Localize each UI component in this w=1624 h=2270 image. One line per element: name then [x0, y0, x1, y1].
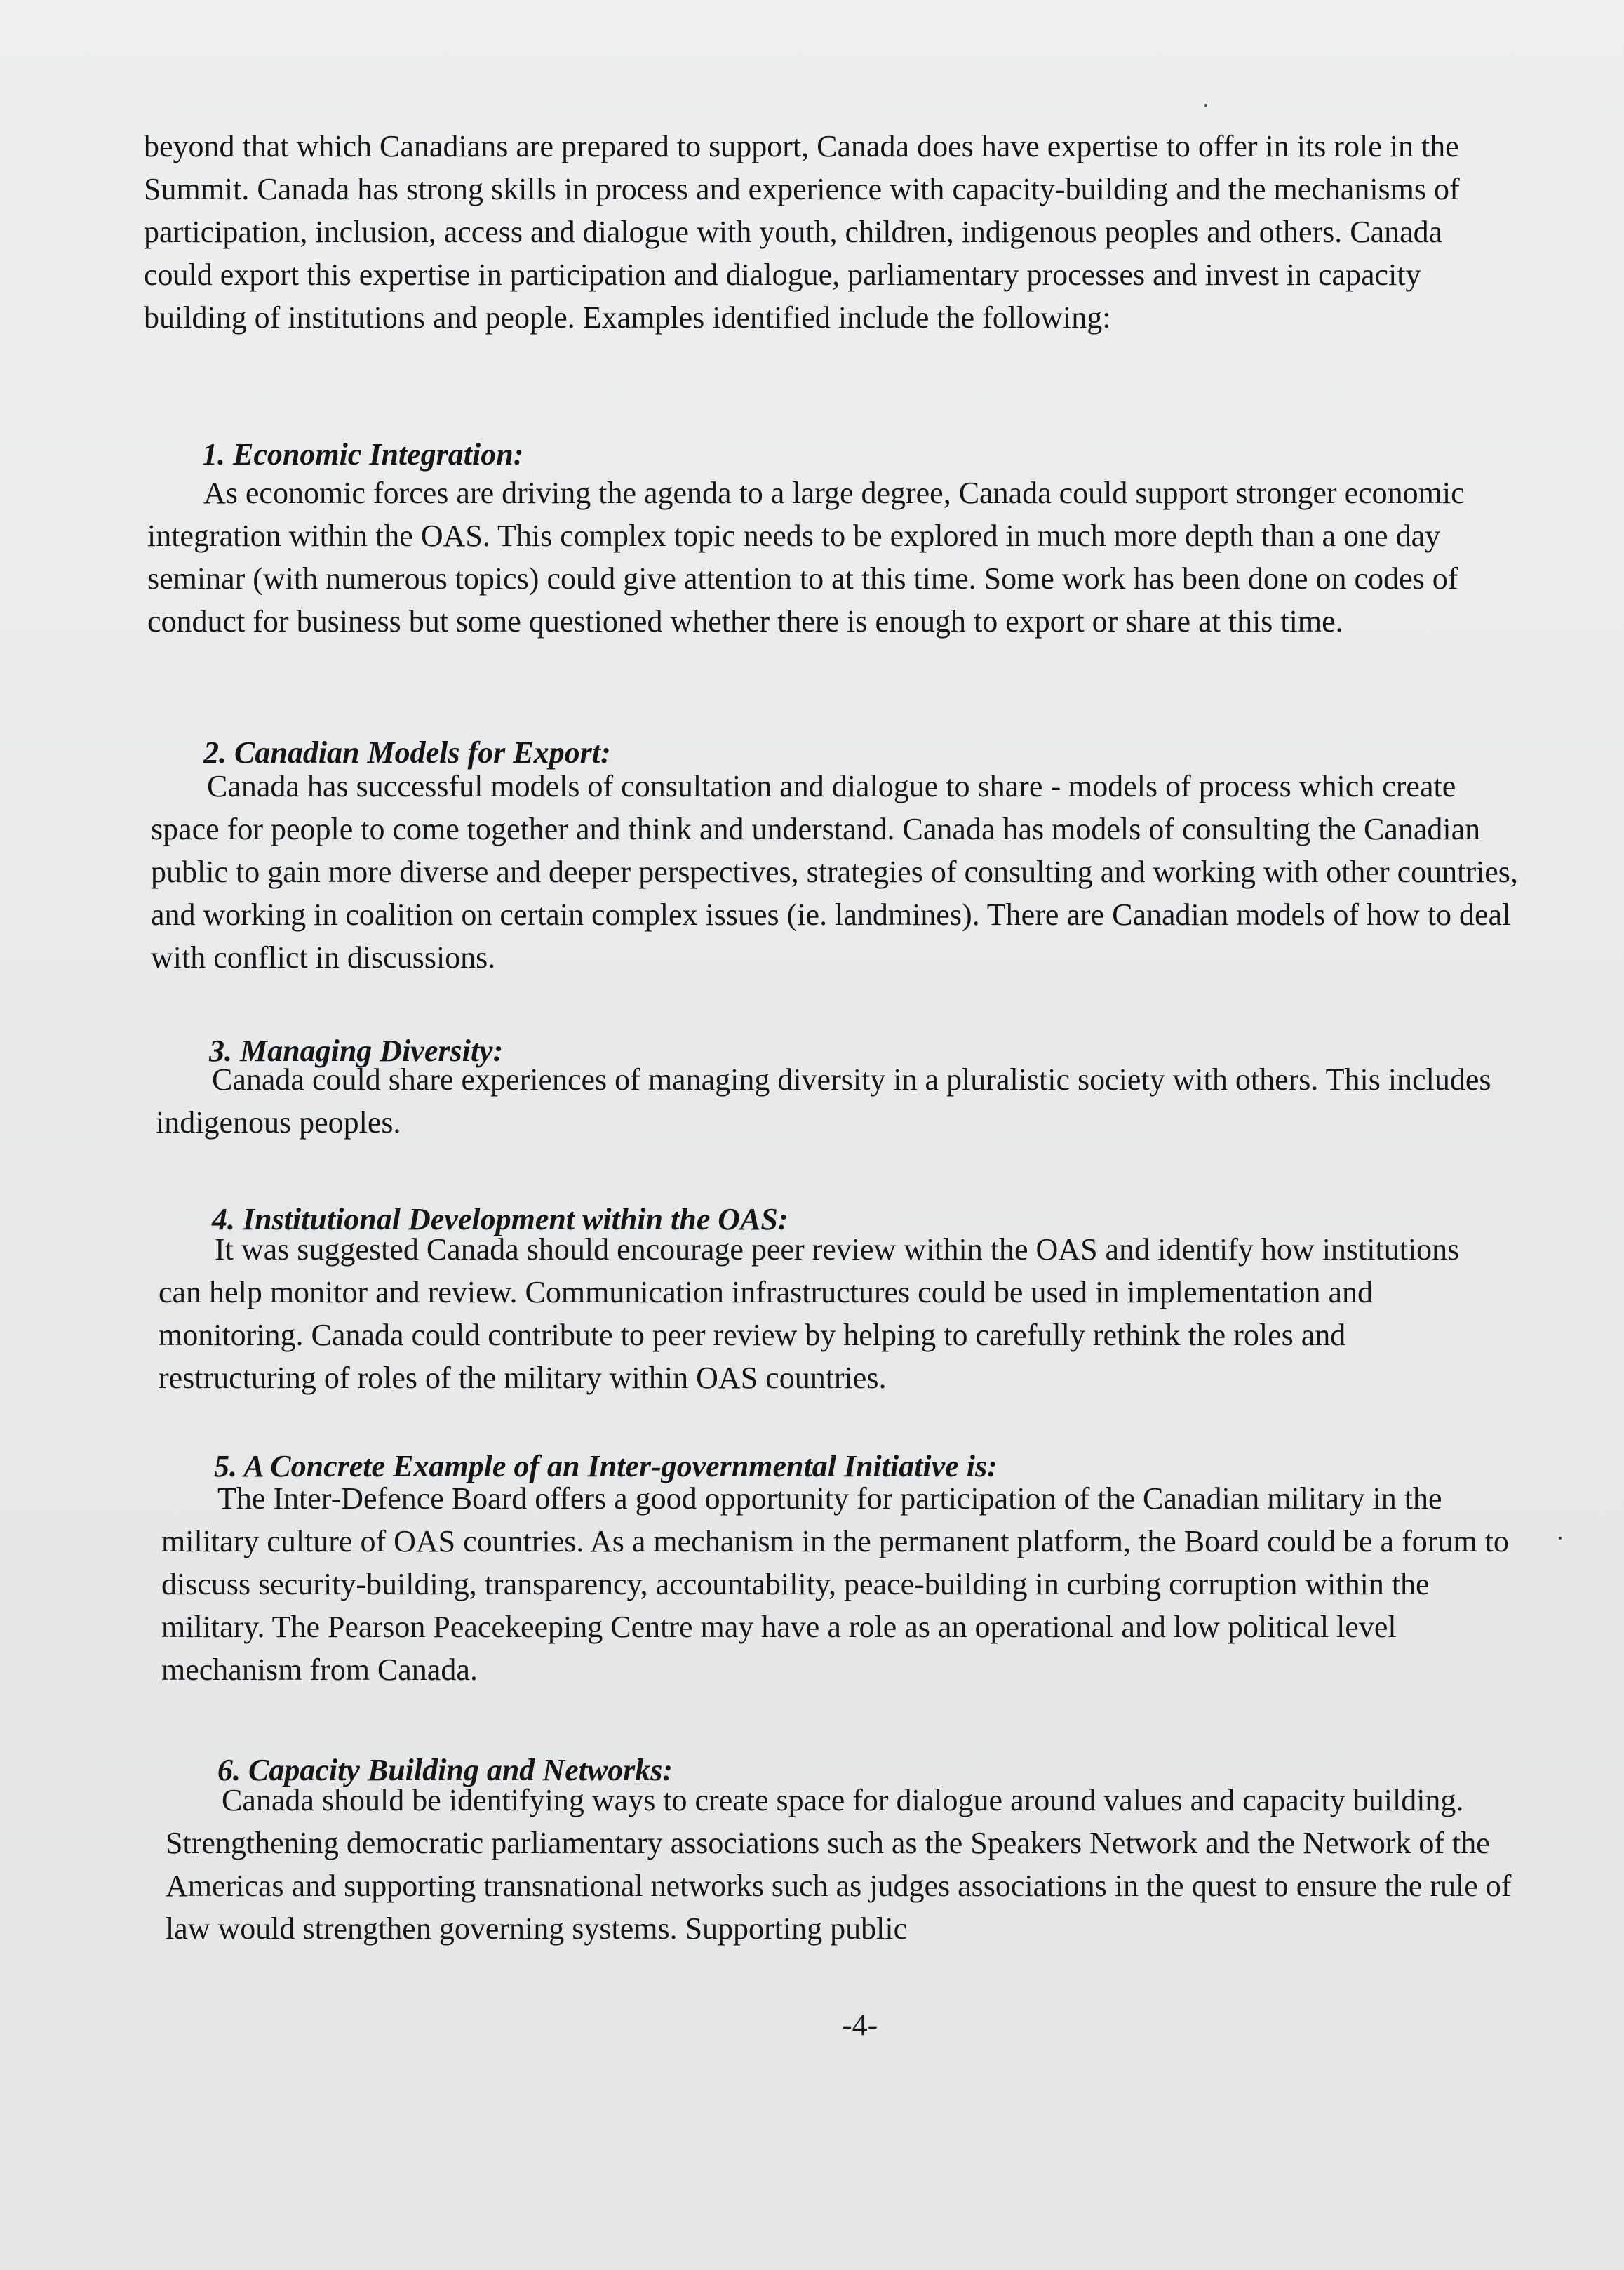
- section-3-body: Canada could share experiences of managing diversity in a pluralistic society with others. This includes indigenous peoples.: [156, 1062, 1491, 1140]
- section-5-body: The Inter-Defence Board offers a good opportunity for participation of the Canadian military in the military culture of OAS countries. As a mechanism in the permanent platform, the Board could be a forum to discuss security-building, transparency, accountability, peace-building in curbing corruption within the military. The Pearson Peacekeeping Centre may have a role as an operational and low political level mechanism from Canada.: [161, 1481, 1509, 1687]
- page-number: -4-: [842, 2008, 878, 2042]
- section-6-heading: 6. Capacity Building and Networks:: [217, 1753, 673, 1787]
- scan-speck: [1559, 1537, 1562, 1540]
- scan-speck: [1204, 104, 1207, 107]
- section-4-heading: 4. Institutional Development within the OAS:: [212, 1202, 788, 1236]
- section-1-body: As economic forces are driving the agenda to a large degree, Canada could support stronger economic integration within the OAS. This complex topic needs to be explored in much more depth than a one day seminar (with numerous topics) could give attention to at this time. Some work has been done on codes of conduct for business but some questioned whether there is enough to export or share at this time.: [147, 476, 1465, 639]
- section-2-body: Canada has successful models of consultation and dialogue to share - models of process which create space for people to come together and think and understand. Canada has models of consulting the Canadian public to gain more diverse and deeper perspectives, strategies of consulting and working with other countries, and working in coalition on certain complex issues (ie. landmines). There are Canadian models of how to deal with conflict in discussions.: [151, 769, 1518, 975]
- section-2-heading: 2. Canadian Models for Export:: [203, 735, 611, 770]
- section-4-body: It was suggested Canada should encourage peer review within the OAS and identify how institutions can help monitor and review. Communication infrastructures could be used in implementation and monitoring. Canada could contribute to peer review by helping to carefully rethink the roles and restructuring of roles of the military within OAS countries.: [159, 1232, 1460, 1395]
- section-3-heading: 3. Managing Diversity:: [209, 1034, 504, 1068]
- section-5-heading: 5. A Concrete Example of an Inter-governmental Initiative is:: [214, 1449, 998, 1483]
- intro-paragraph: beyond that which Canadians are prepared to support, Canada does have expertise to offer in its role in the Summit. Canada has strong skills in process and experience with capacity-building and the mechanisms of participation, inclusion, access and dialogue with youth, children, indigenous peoples and others. Canada could export this expertise in participation and dialogue, parliamentary processes and invest in capacity building of institutions and people. Examples identified include the following:: [144, 129, 1460, 335]
- section-6-body: Canada should be identifying ways to create space for dialogue around values and capacity building. Strengthening democratic parliamentary associations such as the Speakers Network and the Network of the Americas and supporting transnational networks such as judges associations in the quest to ensure the rule of law would strengthen governing systems. Supporting public: [166, 1783, 1512, 1946]
- section-1-heading: 1. Economic Integration:: [202, 437, 524, 472]
